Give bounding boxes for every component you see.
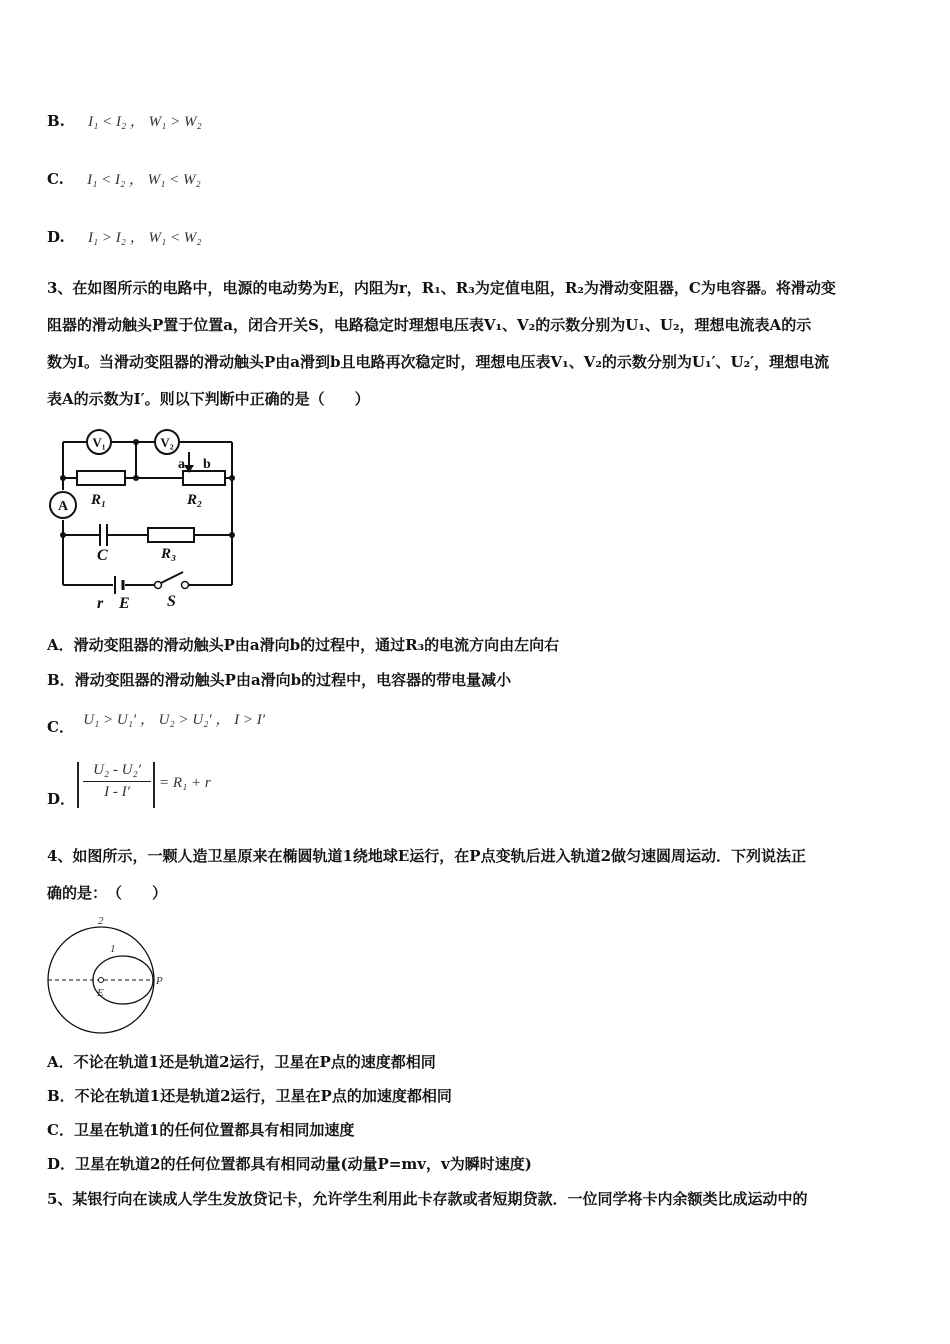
label-r3: R₃ xyxy=(161,546,177,562)
option-c: C. I₁ < I₂ ， W₁ < W₂ xyxy=(47,170,201,188)
option-b: B. I₁ < I₂ ， W₁ > W₂ xyxy=(47,112,202,130)
q3-option-d-rhs: = R₁ + r xyxy=(159,775,211,791)
label-orbit-2: 2 xyxy=(98,915,104,927)
abs-bar-left xyxy=(77,762,79,808)
fraction-bar xyxy=(83,781,151,782)
abs-bar-right xyxy=(153,762,155,808)
q4-option-d: D．卫星在轨道2的任何位置都具有相同动量(动量P=mv，v为瞬时速度) xyxy=(47,1155,532,1173)
q3-option-b: B．滑动变阻器的滑动触头P由a滑向b的过程中，电容器的带电量减小 xyxy=(47,671,512,689)
question-3-stem: 3、在如图所示的电路中，电源的电动势为E，内阻为r，R₁、R₃为定值电阻，R₂为滑动变阻器，C为电容器。将滑动变 阻器的滑动触头P置于位置a，闭合开关S，电路稳定时理想电压表V₁、V₂的示数分别为U₁、U₂，理想电流表A的示 数为I。当滑动变阻器的滑动触头P由a滑到b且电路再次稳定时，理想电压表V₁、V₂的示数分别为U₁′、U₂′，理想电流 表A的示数为I′。则以下判断中正确的是（ ） xyxy=(47,279,836,408)
q3-option-c-math: U₁ > U₁′ ， U₂ > U₂′ ， I > I′ xyxy=(83,712,266,728)
orbit-figure xyxy=(45,912,175,1037)
circuit-figure xyxy=(45,420,245,615)
label-ammeter: A xyxy=(57,499,69,514)
q3-option-c: C． U₁ > U₁′ ， U₂ > U₂′ ， I > I′ xyxy=(47,712,266,736)
option-d-math: I₁ > I₂ ， W₁ < W₂ xyxy=(87,230,202,246)
label-a: a xyxy=(178,457,185,472)
label-earth: E xyxy=(97,987,104,999)
label-p: P xyxy=(156,975,163,987)
q4-option-b: B．不论在轨道1还是轨道2运行，卫星在P点的加速度都相同 xyxy=(47,1087,452,1105)
label-e: E xyxy=(119,595,130,612)
label-v1: V₁ xyxy=(92,435,106,450)
label-r1: R₁ xyxy=(91,492,107,508)
label-r: r xyxy=(97,595,104,612)
label-s: S xyxy=(167,593,176,610)
option-d: D. I₁ > I₂ ， W₁ < W₂ xyxy=(47,228,202,246)
option-b-math: I₁ < I₂ ， W₁ > W₂ xyxy=(88,114,202,130)
label-r2: R₂ xyxy=(187,492,203,508)
q4-option-c: C．卫星在轨道1的任何位置都具有相同加速度 xyxy=(47,1121,355,1139)
label-b: b xyxy=(203,457,211,472)
q3-option-a: A．滑动变阻器的滑动触头P由a滑向b的过程中，通过R₃的电流方向由左向右 xyxy=(47,636,560,654)
q4-option-a: A．不论在轨道1还是轨道2运行，卫星在P点的速度都相同 xyxy=(47,1053,436,1071)
label-v2: V₂ xyxy=(160,435,174,450)
question-5-stem: 5、某银行向在读成人学生发放贷记卡，允许学生利用此卡存款或者短期贷款．一位同学将卡内余额类比成运动中的 xyxy=(47,1190,808,1208)
fraction-denominator: I - I′ xyxy=(104,784,130,800)
earth-dot xyxy=(99,978,104,983)
fraction-numerator: U₂ - U₂′ xyxy=(93,762,141,778)
option-c-math: I₁ < I₂ ， W₁ < W₂ xyxy=(87,172,201,188)
question-4-stem: 4、如图所示，一颗人造卫星原来在椭圆轨道1绕地球E运行，在P点变轨后进入轨道2做匀速圆周运动．下列说法正 确的是： （ ） xyxy=(47,847,807,902)
label-orbit-1: 1 xyxy=(110,943,116,955)
label-c: C xyxy=(97,547,108,564)
